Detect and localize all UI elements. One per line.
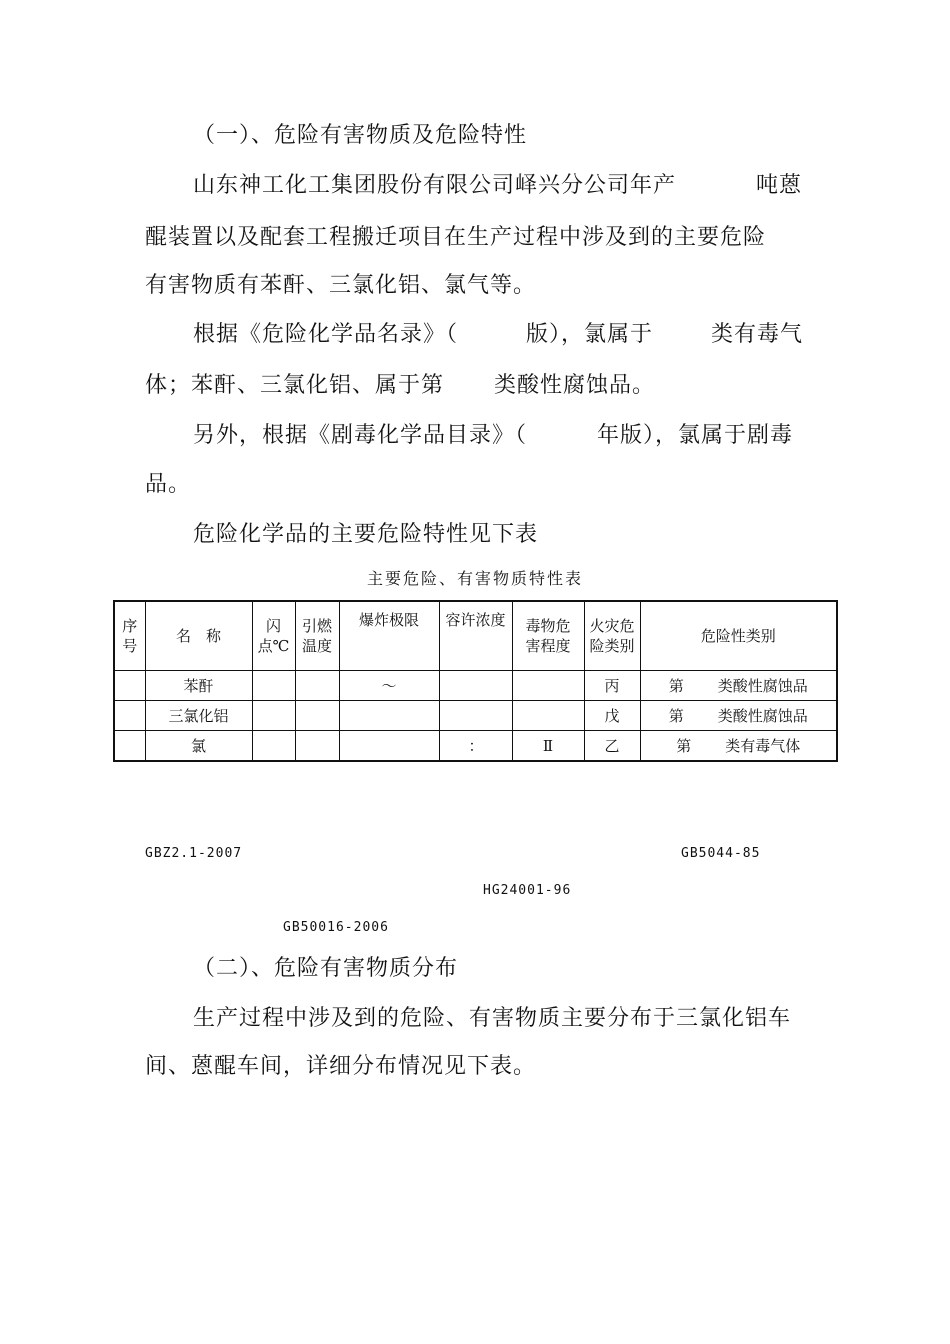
cell-fire: 丙 (584, 671, 640, 701)
category-suffix: 类酸性腐蚀品 (717, 676, 808, 695)
cell-ignite (295, 701, 339, 731)
table-row (114, 671, 837, 701)
category-prefix: 第 (668, 676, 684, 695)
note-line: GBZ2.1-2007 (145, 846, 243, 861)
table-caption: 主要危险、有害物质特性表 (366, 569, 583, 588)
text-segment: 另外，根据《剧毒化学品目录》（ (193, 423, 528, 448)
cell-no (114, 701, 145, 731)
text-segment: 版），氯属于 (526, 322, 654, 347)
cell-allow (439, 701, 512, 731)
header-no: 序号 (114, 601, 145, 671)
cell-flash (252, 701, 295, 731)
section2-heading: （二）、危险有害物质分布 (193, 956, 459, 981)
header-ignite: 引燃温度 (295, 601, 339, 671)
cell-toxic (512, 701, 584, 731)
cell-fire: 戊 (584, 701, 640, 731)
category-prefix: 第 (668, 706, 684, 725)
cell-toxic: Ⅱ (512, 731, 584, 762)
cell-explosion (339, 731, 439, 762)
table-row (114, 731, 837, 762)
note-line: GB5044-85 (681, 846, 761, 861)
category-prefix: 第 (676, 736, 692, 755)
cell-allow (439, 671, 512, 701)
cell-flash (252, 731, 295, 762)
header-explosion: 爆炸极限 (339, 601, 439, 671)
cell-name: 氯 (145, 731, 252, 762)
cell-flash (252, 671, 295, 701)
cell-category (640, 731, 837, 762)
paragraph-line (193, 320, 803, 350)
cell-name: 三氯化铝 (145, 701, 252, 731)
paragraph-line: 品。 (145, 472, 192, 497)
cell-explosion: ～ (339, 671, 439, 701)
paragraph-line: 危险化学品的主要危险特性见下表 (193, 522, 539, 547)
note-line: HG24001-96 (483, 883, 572, 898)
cell-name: 苯酐 (145, 671, 252, 701)
header-flash: 闪点℃ (252, 601, 295, 671)
paragraph-line (193, 171, 802, 201)
text-segment: 吨蒽 (756, 173, 803, 198)
cell-category (640, 701, 837, 731)
table-header-row (114, 601, 837, 671)
text-segment: 类酸性腐蚀品。 (494, 373, 656, 398)
note-line: GB50016-2006 (283, 920, 389, 935)
paragraph-line (145, 371, 655, 401)
header-category: 危险性类别 (640, 601, 837, 671)
table-row (114, 701, 837, 731)
paragraph-line: 有害物质有苯酐、三氯化铝、氯气等。 (145, 273, 537, 298)
hazard-table (113, 600, 838, 762)
paragraph-line: 醌装置以及配套工程搬迁项目在生产过程中涉及到的主要危险 (145, 225, 767, 250)
cell-fire: 乙 (584, 731, 640, 762)
category-suffix: 类酸性腐蚀品 (717, 706, 808, 725)
cell-no (114, 671, 145, 701)
text-segment: 类有毒气 (711, 322, 804, 347)
section1-heading: （一）、危险有害物质及危险特性 (193, 123, 528, 148)
cell-category (640, 671, 837, 701)
text-segment: 体；苯酐、三氯化铝、属于第 (145, 373, 445, 398)
header-fire: 火灾危险类别 (584, 601, 640, 671)
text-segment: 山东神工化工集团股份有限公司峄兴分公司年产 (193, 173, 677, 198)
header-toxic: 毒物危害程度 (512, 601, 584, 671)
category-suffix: 类有毒气体 (725, 736, 801, 755)
cell-allow: ： (439, 731, 512, 762)
header-allow: 容许浓度 (439, 601, 512, 671)
text-segment: 年版），氯属于剧毒 (597, 423, 794, 448)
paragraph-line: 间、蒽醌车间，详细分布情况见下表。 (145, 1054, 537, 1079)
header-name: 名 称 (145, 601, 252, 671)
cell-ignite (295, 731, 339, 762)
cell-no (114, 731, 145, 762)
cell-explosion (339, 701, 439, 731)
text-segment: 根据《危险化学品名录》（ (193, 322, 459, 347)
paragraph-line (193, 421, 793, 451)
cell-ignite (295, 671, 339, 701)
paragraph-line: 生产过程中涉及到的危险、有害物质主要分布于三氯化铝车 (193, 1006, 792, 1031)
cell-toxic (512, 671, 584, 701)
